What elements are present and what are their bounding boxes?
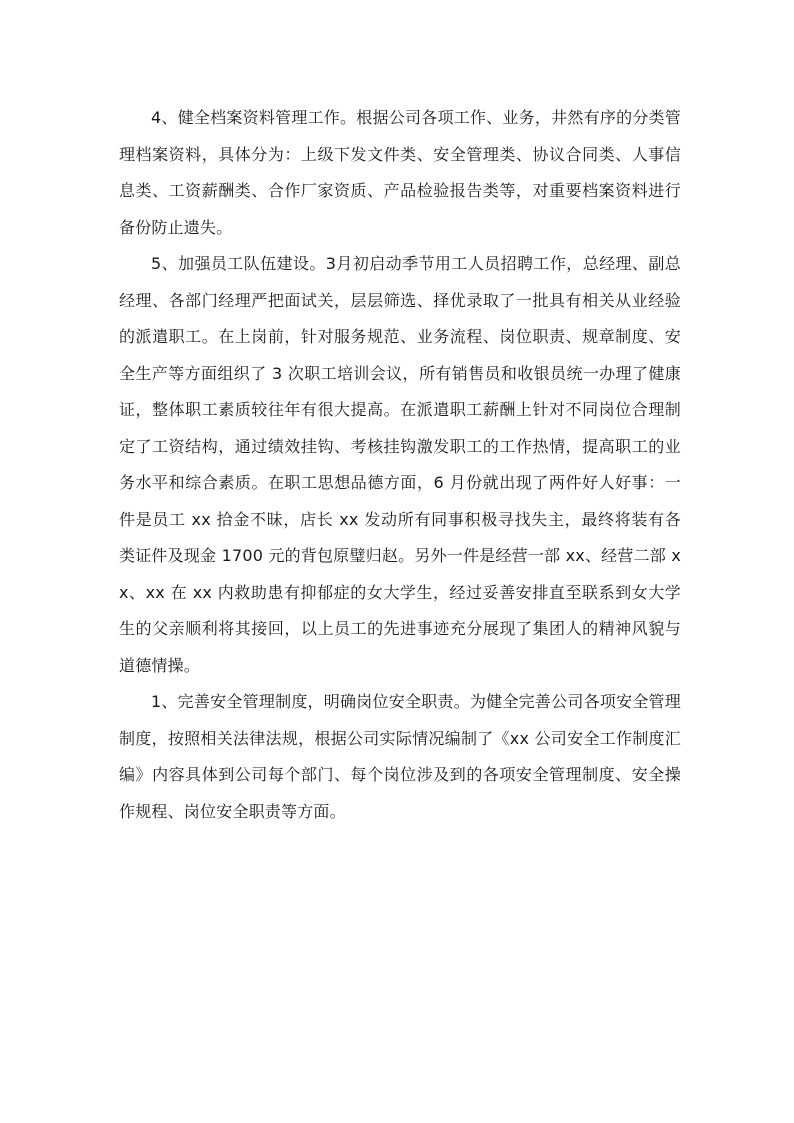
paragraph-safety-management: 1、完善安全管理制度，明确岗位安全职责。为健全完善公司各项安全管理制度，按照相关法律法规，根据公司实际情况编制了《xx 公司安全工作制度汇编》内容具体到公司每个部门、每个岗位涉及到的各项安全管理制度、安全操作规程、岗位安全职责等方面。 xyxy=(119,692,681,821)
paragraph-staff-team-building: 5、加强员工队伍建设。3月初启动季节用工人员招聘工作，总经理、副总经理、各部门经理严把面试关，层层筛选、择优录取了一批具有相关从业经验的派遣职工。在上岗前，针对服务规范、业务流程、岗位职责、规章制度、安全生产等方面组织了 3 次职工培训会议，所有销售员和收银员统一办理了健康证，整体职工素质较往年有很大提高。在派遣职工薪酬上针对不同岗位合理制定了工资结构，通过绩效挂钩、考核挂钩激发职工的工作热情，提高职工的业务水平和综合素质。在职工思想品德方面，6 月份就出现了两件好人好事：一件是员工 xx 拾金不昧，店长 xx 发动所有同事积极寻找失主，最终将装有各类证件及现金 1700 元的背包原璧归赵。另外一件是经营一部 xx、经营二部 xx、xx 在 xx 内救助患有抑郁症的女大学生，经过妥善安排直至联系到女大学生的父亲顺利将其接回，以上员工的先进事迹充分展现了集团人的精神风貌与道德情操。 xyxy=(119,254,681,675)
paragraph-archive-management: 4、健全档案资料管理工作。根据公司各项工作、业务，井然有序的分类管理档案资料，具体分为：上级下发文件类、安全管理类、协议合同类、人事信息类、工资薪酬类、合作厂家资质、产品检验报告类等，对重要档案资料进行备份防止遗失。 xyxy=(119,108,681,237)
document-body xyxy=(119,100,681,830)
